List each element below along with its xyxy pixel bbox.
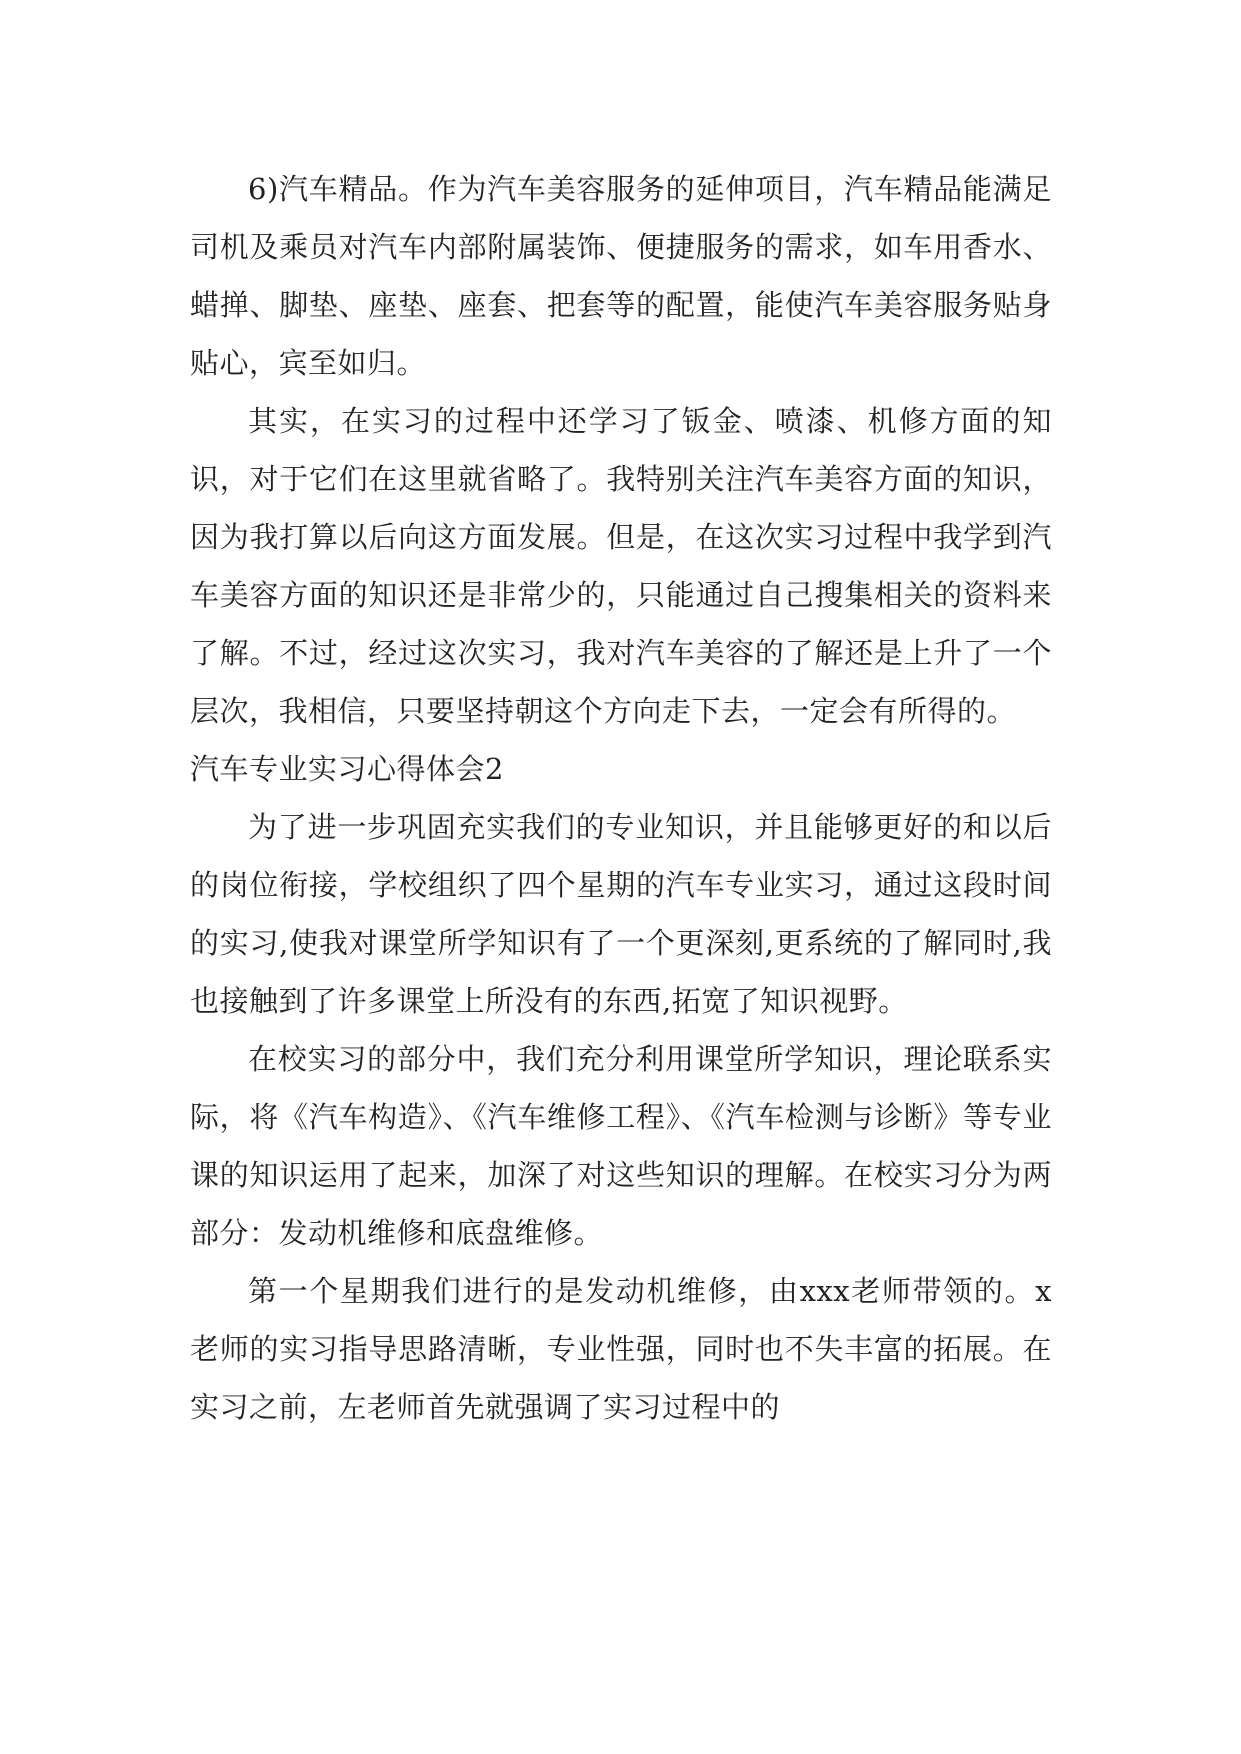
paragraph-engine-repair: 第一个星期我们进行的是发动机维修，由xxx老师带领的。x老师的实习指导思路清晰，专业性强，同时也不失丰富的拓展。在实习之前，左老师首先就强调了实习过程中的 <box>190 1274 1052 1424</box>
paragraph-internship-reflection: 其实，在实习的过程中还学习了钣金、喷漆、机修方面的知识，对于它们在这里就省略了。我特别关注汽车美容方面的知识，因为我打算以后向这方面发展。但是，在这次实习过程中我学到汽车美容方面的知识还是非常少的，只能通过自己搜集相关的资料来了解。不过，经过这次实习，我对汽车美容的了解还是上升了一个层次，我相信，只要坚持朝这个方向走下去，一定会有所得的。 <box>190 404 1052 728</box>
paragraph-internship-purpose: 为了进一步巩固充实我们的专业知识，并且能够更好的和以后的岗位衔接，学校组织了四个星期的汽车专业实习，通过这段时间的实习,使我对课堂所学知识有了一个更深刻,更系统的了解同时,我也接触到了许多课堂上所没有的东西,拓宽了知识视野。 <box>190 810 1052 1018</box>
paragraph-car-accessories: 6)汽车精品。作为汽车美容服务的延伸项目，汽车精品能满足司机及乘员对汽车内部附属装饰、便捷服务的需求，如车用香水、蜡掸、脚垫、座垫、座套、把套等的配置，能使汽车美容服务贴身贴心，宾至如归。 <box>190 172 1052 380</box>
document-page <box>190 160 1052 1436</box>
paragraph-school-internship: 在校实习的部分中，我们充分利用课堂所学知识，理论联系实际，将《汽车构造》、《汽车维修工程》、《汽车检测与诊断》等专业课的知识运用了起来，加深了对这些知识的理解。在校实习分为两部分：发动机维修和底盘维修。 <box>190 1042 1052 1250</box>
section-title: 汽车专业实习心得体会2 <box>190 752 504 786</box>
